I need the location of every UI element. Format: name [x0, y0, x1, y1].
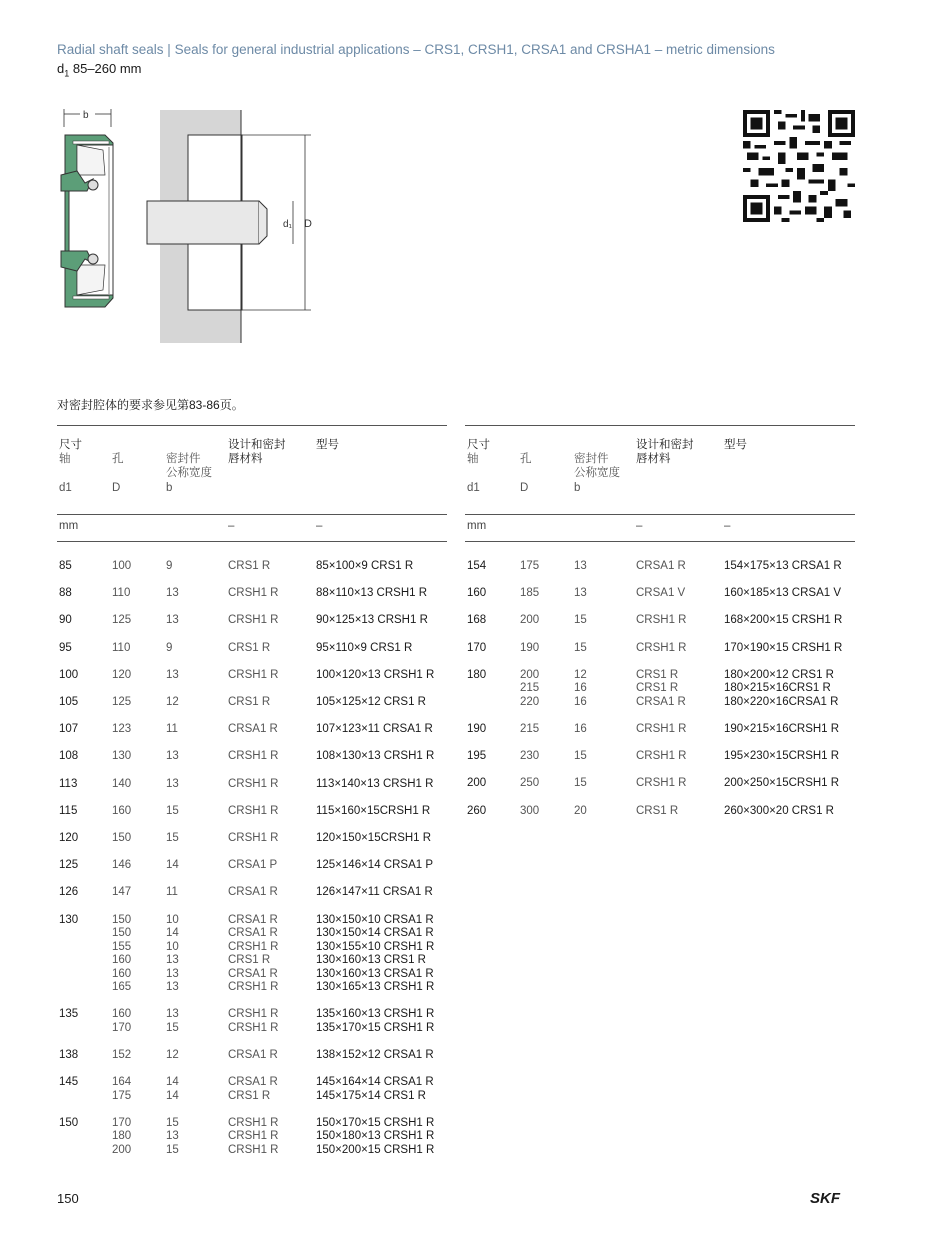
designation-cell: 195×230×15CRSH1 R	[724, 750, 840, 763]
header-seal-width: 密封件 公称宽度	[574, 453, 620, 479]
design-cell: CRSA1 R CRSA1 R CRSH1 R CRS1 R CRSA1 R CRSH1 R	[228, 913, 279, 994]
header-design: 设计和密封 唇材料	[636, 439, 694, 465]
d1-cell: 100	[59, 668, 79, 681]
d1-cell: 107	[59, 723, 79, 736]
d1-subscript: 1	[64, 68, 70, 79]
designation-cell: 168×200×15 CRSH1 R	[724, 614, 843, 627]
d1-cell: 145	[59, 1076, 79, 1089]
D-cell: 230	[520, 750, 540, 763]
design-cell: CRSH1 R CRSH1 R CRSH1 R	[228, 1116, 279, 1156]
header-d1: d1	[467, 482, 480, 494]
design-cell: CRSH1 R	[636, 750, 687, 763]
design-cell: CRSA1 V	[636, 587, 686, 600]
d1-label: d₁	[283, 219, 292, 230]
unit-mm: mm	[59, 520, 79, 532]
d1-cell: 168	[467, 614, 487, 627]
designation-cell: 160×185×13 CRSA1 V	[724, 587, 842, 600]
design-cell: CRSH1 R	[228, 668, 279, 681]
design-cell: CRS1 R	[228, 696, 271, 708]
b-cell: 13	[166, 614, 179, 627]
D-cell: 125	[112, 696, 132, 708]
d1-cell: 138	[59, 1049, 79, 1061]
designation-cell: 100×120×13 CRSH1 R	[316, 668, 435, 681]
b-cell: 15	[166, 832, 179, 844]
b-cell: 13 15	[166, 1008, 179, 1034]
design-cell: CRSH1 R	[636, 614, 687, 627]
designation-cell: 105×125×12 CRS1 R	[316, 696, 426, 708]
designation-cell: 180×200×12 CRS1 R 180×215×16CRS1 R 180×220×16CRSA1 R	[724, 668, 839, 708]
d1-cell: 150	[59, 1116, 79, 1129]
design-cell: CRS1 R	[228, 641, 271, 654]
D-cell: 300	[520, 804, 540, 817]
page-title: Radial shaft seals | Seals for general industrial applications – CRS1, CRSH1, CRSA1 and CRSHA1 – metric dimensions	[57, 42, 775, 57]
header-designation: 型号	[316, 439, 339, 451]
d1-cell: 90	[59, 614, 72, 627]
b-cell: 15 13 15	[166, 1116, 179, 1156]
table-rule-bottom	[57, 541, 447, 542]
seal-drawing	[55, 105, 345, 350]
designation-cell: 115×160×15CRSH1 R	[316, 804, 431, 817]
b-cell: 20	[574, 804, 587, 817]
design-cell: CRSA1 P	[228, 859, 278, 872]
b-cell: 12	[166, 696, 179, 708]
b-cell: 11	[166, 723, 178, 736]
D-cell: 146	[112, 859, 132, 872]
D-cell: 130	[112, 750, 132, 763]
d1-cell: 195	[467, 750, 487, 763]
design-cell: CRSH1 R	[636, 641, 687, 654]
designation-cell: 130×150×10 CRSA1 R 130×150×14 CRSA1 R 130×155×10 CRSH1 R 130×160×13 CRS1 R 130×160×13 CRSA1 R 130×165×13 CRSH1 R	[316, 913, 435, 994]
b-cell: 13	[166, 668, 179, 681]
D-cell: 164 175	[112, 1076, 132, 1102]
unit-mm: mm	[467, 520, 487, 532]
d1-cell: 180	[467, 668, 487, 681]
b-cell: 11	[166, 886, 178, 899]
designation-cell: 126×147×11 CRSA1 R	[316, 886, 433, 899]
header-design: 设计和密封 唇材料	[228, 439, 286, 465]
d1-cell: 108	[59, 750, 79, 763]
d1-cell: 170	[467, 641, 487, 654]
d1-cell: 160	[467, 587, 487, 600]
D-cell: 250	[520, 777, 540, 790]
housing-requirements-note: 对密封腔体的要求参见第83-86页。	[57, 398, 244, 412]
header-d1: d1	[59, 482, 72, 494]
b-cell: 15	[574, 750, 587, 763]
d1-cell: 95	[59, 641, 72, 654]
designation-cell: 90×125×13 CRSH1 R	[316, 614, 428, 627]
unit-dash: –	[316, 520, 323, 532]
page-number: 150	[57, 1191, 79, 1206]
D-cell: 125	[112, 614, 132, 627]
design-cell: CRSA1 R	[228, 886, 278, 899]
table-rule-top	[57, 425, 447, 426]
designation-cell: 135×160×13 CRSH1 R 135×170×15 CRSH1 R	[316, 1008, 435, 1034]
b-cell: 15	[574, 641, 587, 654]
design-cell: CRSH1 R	[228, 750, 279, 763]
design-cell: CRSA1 R	[636, 560, 686, 572]
d1-symbol: d	[57, 61, 65, 76]
d1-cell: 125	[59, 859, 79, 872]
header-shaft: 轴	[467, 453, 479, 465]
D-cell: 160 170	[112, 1008, 132, 1034]
D-cell: 100	[112, 560, 132, 572]
header-bore: 孔	[112, 453, 124, 465]
D-label: D	[304, 218, 312, 230]
design-cell: CRSH1 R	[636, 723, 687, 735]
D-cell: 110	[112, 641, 131, 654]
b-cell: 12	[166, 1049, 179, 1061]
designation-cell: 138×152×12 CRSA1 R	[316, 1049, 434, 1061]
designation-cell: 108×130×13 CRSH1 R	[316, 750, 435, 763]
design-cell: CRSH1 R CRSH1 R	[228, 1008, 279, 1034]
header-shaft: 轴	[59, 453, 71, 465]
designation-cell: 200×250×15CRSH1 R	[724, 777, 840, 790]
b-cell: 15	[166, 804, 179, 817]
designation-cell: 120×150×15CRSH1 R	[316, 832, 432, 844]
designation-cell: 170×190×15 CRSH1 R	[724, 641, 843, 654]
D-cell: 147	[112, 886, 132, 899]
D-cell: 120	[112, 668, 132, 681]
b-cell: 13	[574, 560, 587, 572]
d1-cell: 85	[59, 560, 72, 572]
D-cell: 140	[112, 777, 132, 790]
b-cell: 14 14	[166, 1076, 179, 1102]
designation-cell: 113×140×13 CRSH1 R	[316, 777, 434, 790]
D-cell: 152	[112, 1049, 132, 1061]
b-cell: 14	[166, 859, 179, 872]
b-cell: 13	[166, 777, 179, 790]
b-cell: 9	[166, 560, 173, 572]
designation-cell: 85×100×9 CRS1 R	[316, 560, 414, 572]
D-cell: 150 150 155 160 160 165	[112, 913, 132, 994]
d1-cell: 130	[59, 913, 79, 926]
D-cell: 200 215 220	[520, 668, 540, 708]
header-b: b	[574, 482, 581, 494]
b-cell: 13	[574, 587, 587, 600]
b-cell: 10 14 10 13 13 13	[166, 913, 179, 994]
D-cell: 150	[112, 832, 132, 844]
table-rule-top	[465, 425, 855, 426]
d1-cell: 154	[467, 560, 487, 572]
seal-section	[61, 135, 113, 307]
skf-logo: SKF	[810, 1190, 840, 1207]
D-cell: 170 180 200	[112, 1116, 132, 1156]
D-cell: 185	[520, 587, 540, 600]
header-size: 尺寸	[59, 439, 82, 451]
design-cell: CRSA1 R	[228, 1049, 278, 1061]
header-bore: 孔	[520, 453, 532, 465]
designation-cell: 107×123×11 CRSA1 R	[316, 723, 433, 736]
d1-cell: 260	[467, 804, 487, 817]
header-size: 尺寸	[467, 439, 490, 451]
design-cell: CRS1 R	[228, 560, 271, 572]
D-cell: 215	[520, 723, 540, 735]
d1-cell: 126	[59, 886, 79, 899]
d1-cell: 120	[59, 832, 79, 844]
d1-cell: 200	[467, 777, 487, 790]
designation-cell: 88×110×13 CRSH1 R	[316, 587, 428, 600]
header-b: b	[166, 482, 173, 494]
design-cell: CRSH1 R	[228, 804, 279, 817]
table-rule-bottom	[465, 541, 855, 542]
b-cell: 16	[574, 723, 587, 735]
d1-cell: 190	[467, 723, 487, 735]
header-seal-width: 密封件 公称宽度	[166, 453, 212, 479]
designation-cell: 154×175×13 CRSA1 R	[724, 560, 842, 572]
design-cell: CRSA1 R CRS1 R	[228, 1076, 278, 1102]
d1-cell: 105	[59, 696, 79, 708]
design-cell: CRSH1 R	[636, 777, 687, 790]
b-cell: 13	[166, 587, 179, 600]
table-rule-mid	[57, 514, 447, 515]
b-cell: 15	[574, 614, 587, 627]
D-cell: 123	[112, 723, 132, 736]
D-cell: 160	[112, 804, 132, 817]
designation-cell: 150×170×15 CRSH1 R 150×180×13 CRSH1 R 150×200×15 CRSH1 R	[316, 1116, 435, 1156]
D-cell: 110	[112, 587, 131, 600]
header-D: D	[520, 482, 529, 494]
design-cell: CRS1 R CRS1 R CRSA1 R	[636, 668, 686, 708]
designation-cell: 125×146×14 CRSA1 P	[316, 859, 434, 872]
b-cell: 9	[166, 641, 173, 654]
dimension-range	[57, 61, 142, 79]
designation-cell: 260×300×20 CRS1 R	[724, 804, 834, 817]
design-cell: CRSH1 R	[228, 777, 279, 790]
design-cell: CRSH1 R	[228, 587, 279, 600]
header-designation: 型号	[724, 439, 747, 451]
unit-dash: –	[724, 520, 731, 532]
D-cell: 200	[520, 614, 540, 627]
b-label: b	[83, 110, 89, 121]
designation-cell: 145×164×14 CRSA1 R 145×175×14 CRS1 R	[316, 1076, 434, 1102]
unit-dash: –	[228, 520, 235, 532]
design-cell: CRS1 R	[636, 804, 679, 817]
b-cell: 15	[574, 777, 587, 790]
housing	[147, 110, 267, 343]
qr-code-icon	[743, 110, 855, 222]
design-cell: CRSH1 R	[228, 614, 279, 627]
header-D: D	[112, 482, 121, 494]
design-cell: CRSH1 R	[228, 832, 279, 844]
d1-cell: 88	[59, 587, 72, 600]
design-cell: CRSA1 R	[228, 723, 278, 736]
D-cell: 175	[520, 560, 540, 572]
b-cell: 12 16 16	[574, 668, 587, 708]
unit-dash: –	[636, 520, 643, 532]
designation-cell: 190×215×16CRSH1 R	[724, 723, 840, 735]
b-cell: 13	[166, 750, 179, 763]
designation-cell: 95×110×9 CRS1 R	[316, 641, 413, 654]
D-cell: 190	[520, 641, 540, 654]
range-text: 85–260 mm	[69, 61, 142, 76]
d1-cell: 113	[59, 777, 78, 790]
d1-cell: 135	[59, 1008, 79, 1021]
d1-cell: 115	[59, 804, 78, 817]
table-rule-mid	[465, 514, 855, 515]
